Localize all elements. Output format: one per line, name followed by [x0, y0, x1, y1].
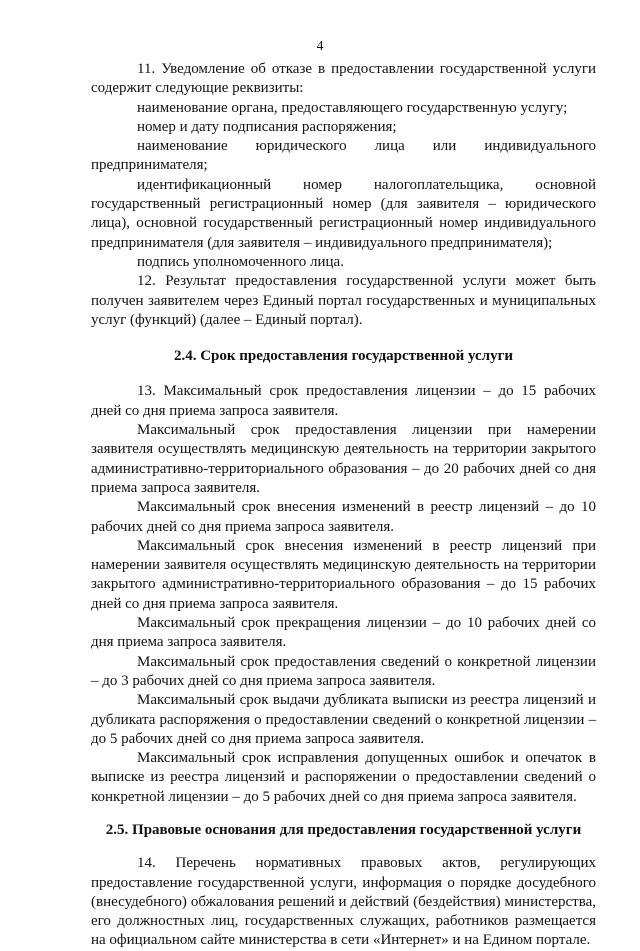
term-paragraph: Максимальный срок выдачи дубликата выписки из реестра лицензий и дубликата распоряжения о предоставлении сведений о конкретной лицензии – до 5 рабочих дней со дня приема запроса заявителя.	[91, 692, 596, 747]
paragraph-12: 12. Результат предоставления государственной услуги может быть получен заявителем через Единый портал государственных и муниципальных услуг (функций) (далее – Единый портал).	[91, 273, 596, 328]
paragraph-14: 14. Перечень нормативных правовых актов, регулирующих предоставление государственной услуги, информация о порядке досудебного (внесудебного) обжалования решений и действий (бездействия) министерства, его должностных лиц, государственных служащих, работников размещается на официальном сайте министерства в сети «Интернет» и на Едином портале.	[91, 855, 596, 949]
paragraph-13: 13. Максимальный срок предоставления лицензии – до 15 рабочих дней со дня приема запроса заявителя.	[91, 383, 596, 419]
requisite-authority-name: наименование органа, предоставляющего государственную услугу;	[137, 99, 568, 116]
term-paragraph: Максимальный срок предоставления сведений о конкретной лицензии – до 3 рабочих дней со дня приема запроса заявителя.	[91, 653, 596, 689]
section-heading-2-5: 2.5. Правовые основания для предоставления государственной услуги	[105, 821, 582, 838]
requisite-order-number-date: номер и дату подписания распоряжения;	[137, 118, 397, 135]
requisite-tax-id: идентификационный номер налогоплательщика, основной государственный регистрационный номер (для заявителя – юридического лица), основной государственный регистрационный номер индивидуального предпринимателя (для заявителя – индивидуального предпринимателя);	[91, 176, 596, 251]
requisite-signature: подпись уполномоченного лица.	[137, 253, 344, 270]
section-heading-2-4: 2.4. Срок предоставления государственной услуги	[173, 348, 514, 365]
document-body	[91, 60, 596, 951]
page-number: 4	[316, 38, 324, 53]
requisite-entity-name: наименование юридического лица или индивидуального предпринимателя;	[91, 138, 596, 174]
term-paragraph: Максимальный срок внесения изменений в реестр лицензий – до 10 рабочих дней со дня приема запроса заявителя.	[91, 499, 596, 535]
term-paragraph: Максимальный срок внесения изменений в реестр лицензий при намерении заявителя осуществлять медицинскую деятельность на территории закрытого административно-территориального образования – до 15 рабочих дней со дня приема запроса заявителя.	[91, 537, 596, 612]
term-paragraph: Максимальный срок прекращения лицензии – до 10 рабочих дней со дня приема запроса заявителя.	[91, 615, 596, 651]
term-paragraph: Максимальный срок предоставления лицензии при намерении заявителя осуществлять медицинскую деятельность на территории закрытого административно-территориального образования – до 20 рабочих дней со дня приема запроса заявителя.	[91, 422, 596, 496]
term-paragraph: Максимальный срок исправления допущенных ошибок и опечаток в выписке из реестра лицензий и распоряжении о предоставлении сведений о конкретной лицензии – до 5 рабочих дней со дня приема запроса заявителя.	[91, 750, 596, 805]
paragraph-11: 11. Уведомление об отказе в предоставлении государственной услуги содержит следующие реквизиты:	[91, 61, 596, 97]
